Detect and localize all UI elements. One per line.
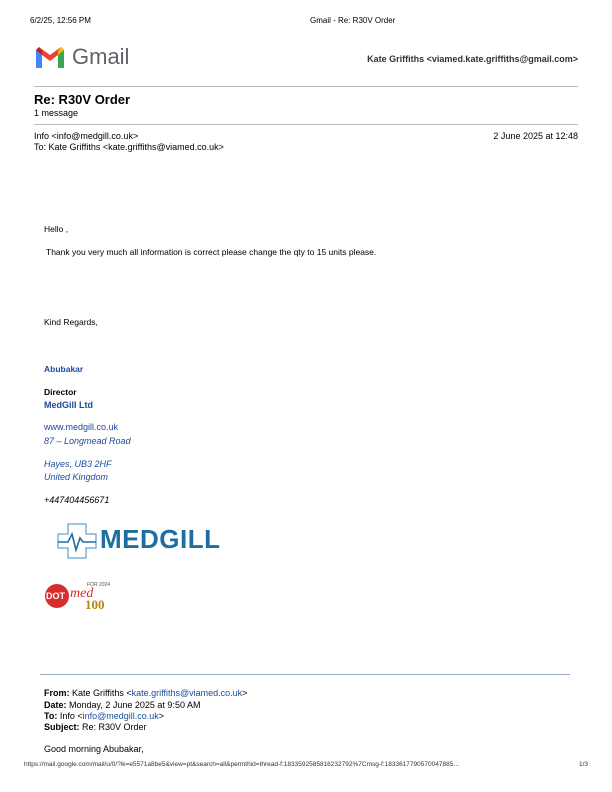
signature-phone: +447404456671: [44, 495, 110, 505]
quoted-to-name: Info <: [59, 711, 83, 721]
greeting: Hello ,: [44, 224, 69, 234]
quoted-from-name: Kate Griffiths <: [72, 688, 132, 698]
dotmed-year: FOR 2024: [87, 582, 111, 588]
print-page-number: 1/3: [578, 761, 588, 768]
dotmed-dot-text: DOT: [46, 591, 65, 601]
subject-divider: [34, 124, 578, 125]
message-to: To: Kate Griffiths <kate.griffiths@viamed.co.uk>: [34, 142, 224, 152]
message-body: Thank you very much all information is correct please change the qty to 15 units please.: [46, 247, 377, 257]
thread-subject: Re: R30V Order: [34, 92, 131, 107]
quoted-subject-value: Re: R30V Order: [82, 722, 147, 732]
dotmed-med: med: [70, 586, 94, 601]
gmail-wordmark: Gmail: [72, 44, 130, 69]
quoted-to-email-link[interactable]: info@medgill.co.uk: [82, 711, 159, 721]
quoted-date: [44, 700, 200, 710]
signature-role: Director: [44, 387, 77, 397]
dotmed-100: 100: [85, 597, 105, 612]
quoted-from-end: >: [242, 688, 248, 698]
signature-name: Abubakar: [44, 364, 84, 374]
dotmed-badge: [45, 580, 125, 616]
quoted-from: [44, 688, 247, 698]
quoted-to-label: To:: [44, 711, 58, 721]
header-divider: [34, 86, 578, 87]
quoted-date-label: Date:: [44, 700, 67, 710]
quoted-from-label: From:: [44, 688, 70, 698]
medgill-logo-text: MEDGILL: [100, 524, 221, 554]
quoted-greeting: Good morning Abubakar,: [44, 744, 144, 754]
gmail-logo-icon: [34, 44, 66, 70]
print-title: Gmail - Re: R30V Order: [310, 16, 396, 25]
account-address: Kate Griffiths <viamed.kate.griffiths@gmail.com>: [367, 54, 578, 64]
quoted-date-value: Monday, 2 June 2025 at 9:50 AM: [69, 700, 201, 710]
message-from: Info <info@medgill.co.uk>: [34, 131, 139, 141]
medgill-cross-icon: [56, 522, 98, 560]
quoted-to: [44, 711, 164, 721]
signature-address-line3: United Kingdom: [44, 472, 109, 482]
message-count: 1 message: [34, 108, 79, 118]
signature-company: MedGill Ltd: [44, 400, 93, 410]
print-datetime: 6/2/25, 12:56 PM: [30, 16, 91, 25]
signature-address-line2: Hayes, UB3 2HF: [44, 459, 112, 469]
closing: Kind Regards,: [44, 317, 98, 327]
quote-separator: [40, 674, 570, 675]
quoted-from-email-link[interactable]: kate.griffiths@viamed.co.uk: [131, 688, 243, 698]
signature-website-link[interactable]: www.medgill.co.uk: [44, 422, 119, 432]
quoted-subject: [44, 722, 147, 732]
quoted-subject-label: Subject:: [44, 722, 80, 732]
print-url: https://mail.google.com/mail/u/0/?ik=e5571a8be5&view=pt&search=all&permthid=thread-f:1833592585816232792%7Cmsg-f:1833617790570047885…: [24, 761, 460, 768]
quoted-to-end: >: [158, 711, 165, 721]
message-date: 2 June 2025 at 12:48: [493, 131, 578, 141]
signature-address-line1: 87 – Longmead Road: [44, 436, 131, 446]
